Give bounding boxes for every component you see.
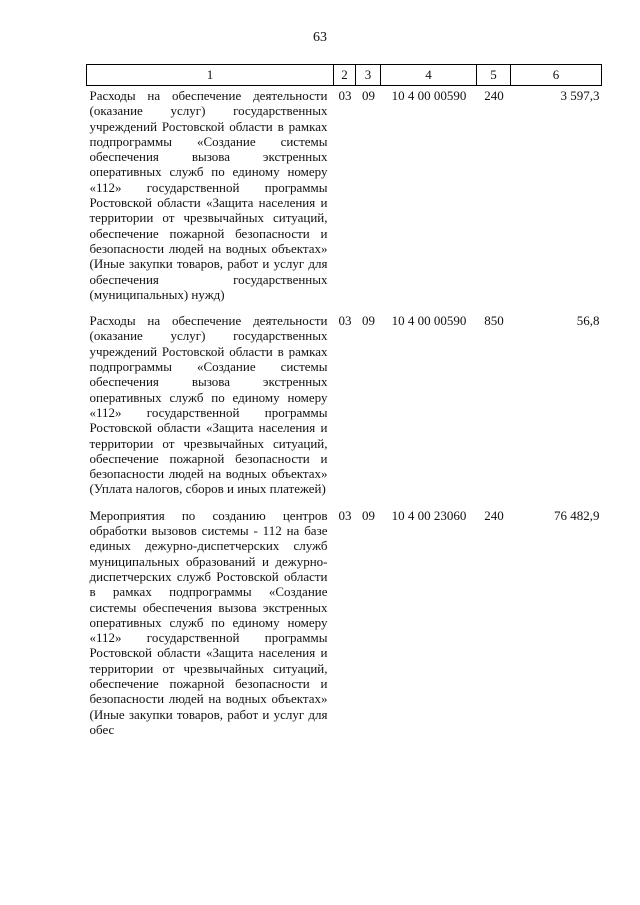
page-number: 63 (313, 30, 327, 45)
table-row (87, 506, 602, 746)
row-expense-type: 240 (484, 88, 504, 103)
row-subsection: 09 (362, 507, 375, 523)
row-subsection: 09 (362, 88, 375, 103)
table-row (87, 86, 602, 312)
row-expense-type: 240 (484, 507, 504, 523)
table-header-row (87, 65, 602, 86)
row-target-article: 10 4 00 00590 (391, 88, 467, 103)
row-description: Расходы на обеспечение деятельности (оказание услуг) государственных учреждений Ростовской области в рамках подпрограммы «Создание системы обеспечения вызова экстренных оперативных служб по единому номеру «112» государственной программы Ростовской области «Защита населения и территории от чрезвычайных ситуаций, обеспечение пожарной безопасности и безопасности людей на водных объектах» (Иные закупки товаров, работ и услуг для обеспечения государственных (муниципальных) нужд) (89, 88, 328, 302)
row-target-article: 10 4 00 00590 (391, 313, 467, 329)
row-target-article: 10 4 00 23060 (391, 507, 467, 523)
column-header-6: 6 (511, 65, 602, 86)
row-subsection: 09 (362, 313, 375, 329)
column-header-5: 5 (477, 65, 511, 86)
column-header-2: 2 (334, 65, 356, 86)
row-amount: 76 482,9 (554, 507, 600, 523)
budget-table (86, 64, 602, 746)
column-header-3: 3 (356, 65, 381, 86)
table-row (87, 311, 602, 506)
column-header-1: 1 (87, 65, 334, 86)
row-section: 03 (338, 313, 352, 329)
row-amount: 3 597,3 (560, 88, 600, 103)
row-expense-type: 850 (484, 313, 504, 329)
row-section: 03 (338, 88, 352, 103)
row-description: Мероприятия по созданию центров обработки вызовов системы - 112 на базе единых дежурно-диспетчерских служб муниципальных образований и дежурно-диспетчерских служб Ростовской области в рамках подпрограммы «Создание системы обеспечения вызова экстренных оперативных служб по единому номеру «112» государственной программы Ростовской области «Защита населения и территории от чрезвычайных ситуаций, обеспечение пожарной безопасности и безопасности людей на водных объектах» (Иные закупки товаров, работ и услуг для обес (89, 507, 328, 737)
row-amount: 56,8 (576, 313, 600, 329)
column-header-4: 4 (381, 65, 477, 86)
row-description: Расходы на обеспечение деятельности (оказание услуг) государственных учреждений Ростовской области в рамках подпрограммы «Создание системы обеспечения вызова экстренных оперативных служб по единому номеру «112» государственной программы Ростовской области «Защита населения и территории от чрезвычайных ситуаций, обеспечение пожарной безопасности и безопасности людей на водных объектах» (Уплата налогов, сборов и иных платежей) (89, 313, 328, 497)
row-section: 03 (338, 507, 352, 523)
